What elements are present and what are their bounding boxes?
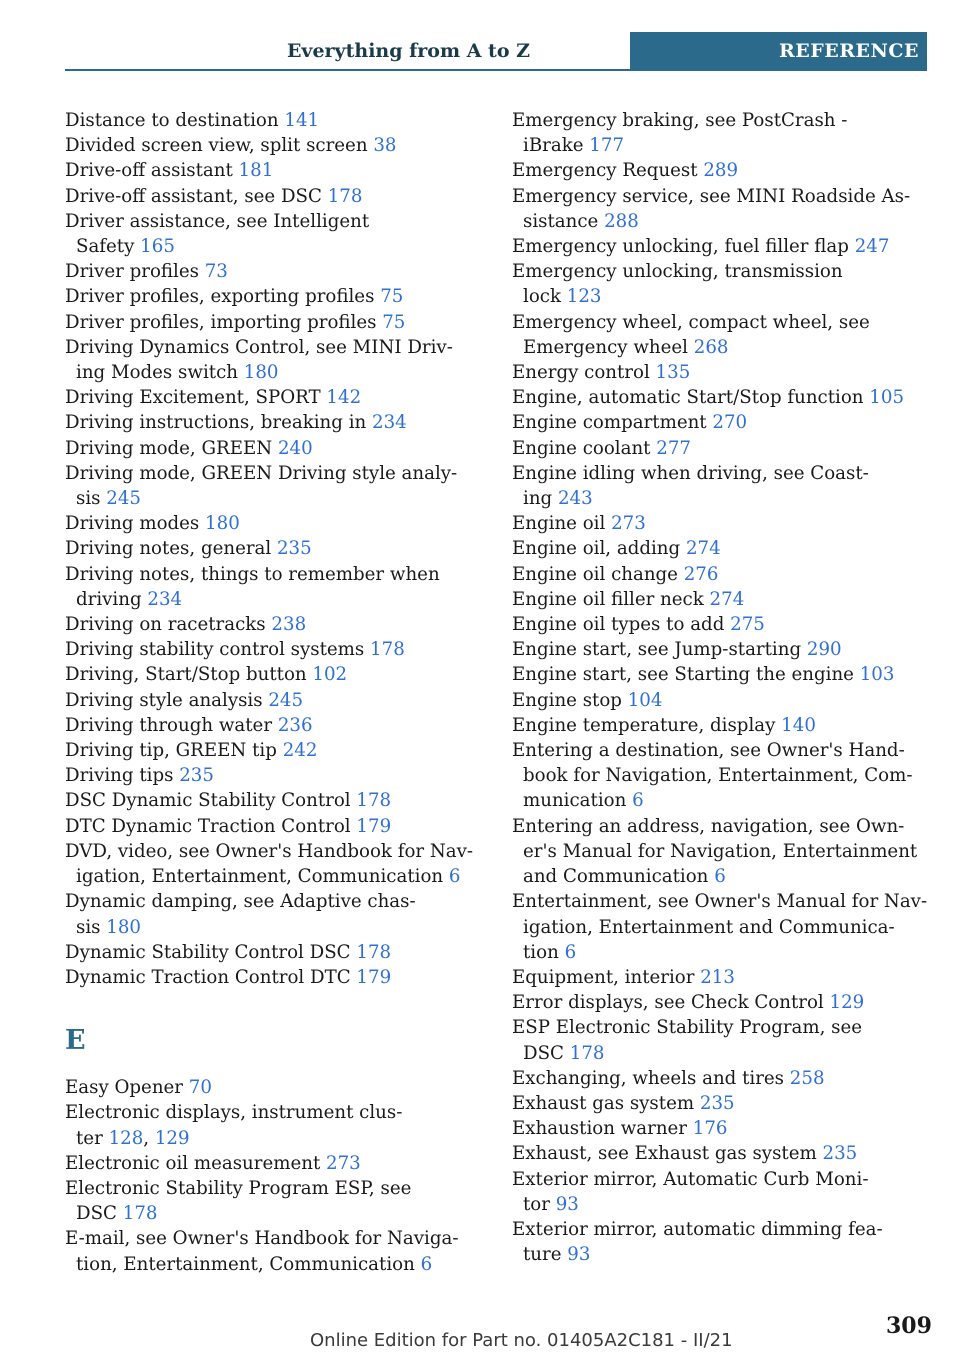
page-ref-link[interactable]: 274 bbox=[709, 588, 745, 610]
reference-tab: REFERENCE bbox=[630, 32, 927, 70]
index-entry bbox=[512, 234, 930, 259]
page-ref-link[interactable]: 179 bbox=[356, 966, 392, 988]
index-entry-term: Driving notes, general bbox=[65, 538, 277, 560]
page-ref-link[interactable]: 177 bbox=[589, 135, 625, 157]
page-ref-link[interactable]: 234 bbox=[147, 588, 183, 610]
index-entry-term: Driving mode, GREEN bbox=[65, 437, 278, 459]
page-ref-link[interactable]: 6 bbox=[714, 866, 726, 888]
index-entry-term: Emergency wheel bbox=[523, 336, 694, 358]
index-entry bbox=[65, 536, 480, 561]
page-ref-link[interactable]: 245 bbox=[268, 689, 304, 711]
page-ref-link[interactable]: 75 bbox=[380, 286, 404, 308]
index-entry bbox=[512, 688, 930, 713]
page-ref-link[interactable]: 270 bbox=[712, 412, 748, 434]
index-entry bbox=[512, 965, 930, 990]
index-entry-term: Drive-off assistant bbox=[65, 160, 239, 182]
index-entry-term: lock bbox=[523, 286, 567, 308]
index-entry bbox=[65, 259, 480, 284]
index-entry-term: Dynamic Traction Control DTC bbox=[65, 966, 357, 988]
index-entry bbox=[512, 814, 930, 890]
page-ref-link[interactable]: 128 bbox=[108, 1127, 144, 1149]
index-entry-term: Engine coolant bbox=[512, 437, 657, 459]
index-entry-term: iBrake bbox=[523, 135, 590, 157]
index-entry-term: Divided screen view, split screen bbox=[65, 135, 374, 157]
page-ref-link[interactable]: 180 bbox=[243, 362, 279, 384]
index-entry-term: sistance bbox=[523, 210, 605, 232]
index-entry-term: Energy control bbox=[512, 362, 656, 384]
index-entry bbox=[65, 688, 480, 713]
index-entry bbox=[65, 158, 480, 183]
index-entry bbox=[512, 184, 930, 234]
index-entry-term: DSC bbox=[523, 1042, 570, 1064]
section-title: Everything from A to Z bbox=[286, 40, 530, 62]
index-entry-term: Engine oil, adding bbox=[512, 538, 686, 560]
page-ref-link[interactable]: 104 bbox=[627, 689, 663, 711]
index-entry bbox=[65, 133, 480, 158]
index-entry-term: igation, Entertainment and Communica- bbox=[523, 916, 895, 938]
index-entry-term: Driving stability control systems bbox=[65, 639, 371, 661]
index-entry-term: sis bbox=[76, 488, 107, 510]
index-entry-term: Driver assistance, see Intelligent bbox=[65, 210, 370, 232]
index-entry-term: Safety bbox=[76, 236, 141, 258]
index-entry-term: Driver profiles bbox=[65, 261, 205, 283]
page-ref-link[interactable]: 123 bbox=[566, 286, 602, 308]
index-entry bbox=[65, 1176, 480, 1226]
index-entry bbox=[65, 1075, 480, 1100]
page-ref-link[interactable]: 180 bbox=[205, 513, 240, 535]
page-ref-link[interactable]: 245 bbox=[106, 488, 141, 510]
page-ref-link[interactable]: 181 bbox=[238, 160, 274, 182]
index-entry bbox=[512, 1217, 930, 1267]
index-entry bbox=[65, 310, 480, 335]
page-number: 309 bbox=[886, 1313, 932, 1339]
index-entry-term: Driving instructions, breaking in bbox=[65, 412, 373, 434]
index-entry-term: Emergency Request bbox=[512, 160, 704, 182]
page-ref-link[interactable]: 277 bbox=[656, 437, 691, 459]
index-entry-term: Dynamic damping, see Adaptive chas- bbox=[65, 891, 416, 913]
page-ref-link[interactable]: 268 bbox=[693, 336, 729, 358]
page-ref-link[interactable]: 93 bbox=[567, 1244, 591, 1266]
index-entry bbox=[512, 1167, 930, 1217]
index-entry bbox=[65, 184, 480, 209]
page-ref-link[interactable]: 103 bbox=[859, 664, 895, 686]
page-ref-link[interactable]: 141 bbox=[284, 110, 320, 131]
index-letter-heading: E bbox=[65, 1025, 86, 1057]
page-ref-link[interactable]: 289 bbox=[703, 160, 739, 182]
page-ref-link[interactable]: 235 bbox=[699, 1092, 735, 1114]
index-entry bbox=[65, 637, 480, 662]
index-entry bbox=[65, 839, 480, 889]
index-entry-term: Electronic Stability Program ESP, see bbox=[65, 1177, 412, 1199]
index-entry-term: er's Manual for Navigation, Entertainment bbox=[523, 840, 918, 862]
index-entry-term: Emergency unlocking, transmission bbox=[512, 261, 843, 283]
index-entry bbox=[512, 511, 930, 536]
index-entry-term: Drive-off assistant, see DSC bbox=[65, 185, 328, 207]
page-ref-link[interactable]: 178 bbox=[569, 1042, 605, 1064]
index-entry-term: Exterior mirror, Automatic Curb Moni- bbox=[512, 1168, 869, 1190]
index-entry bbox=[65, 209, 480, 259]
page-ref-link[interactable]: 258 bbox=[789, 1067, 825, 1089]
index-entry bbox=[512, 1091, 930, 1116]
index-entry-term: Driving on racetracks bbox=[65, 614, 272, 636]
page-ref-link[interactable]: 178 bbox=[356, 790, 392, 812]
index-entry-term: Emergency wheel, compact wheel, see bbox=[512, 311, 870, 333]
page-ref-link[interactable]: 129 bbox=[829, 992, 865, 1014]
page-ref-link[interactable]: 135 bbox=[655, 362, 691, 384]
index-entry bbox=[65, 763, 480, 788]
index-entry-term: Engine idling when driving, see Coast- bbox=[512, 462, 869, 484]
page-ref-link[interactable]: 276 bbox=[683, 563, 719, 585]
index-entry-term: DTC Dynamic Traction Control bbox=[65, 815, 357, 837]
index-entry bbox=[65, 1151, 480, 1176]
index-entry-term: and Communication bbox=[523, 866, 715, 888]
page-ref-link[interactable]: 6 bbox=[420, 1253, 433, 1275]
index-entry-term: igation, Entertainment, Communication bbox=[76, 866, 449, 888]
page-ref-link[interactable]: 273 bbox=[326, 1152, 361, 1174]
page-ref-link[interactable]: 178 bbox=[370, 639, 405, 661]
index-entry-term: Engine, automatic Start/Stop function bbox=[512, 387, 870, 409]
index-entry bbox=[65, 108, 480, 133]
page-ref-link[interactable]: 70 bbox=[188, 1077, 212, 1099]
index-entry-term: Driving mode, GREEN Driving style analy- bbox=[65, 462, 458, 484]
index-entry bbox=[512, 436, 930, 461]
index-entry bbox=[65, 965, 480, 990]
index-entry-term: driving bbox=[76, 588, 148, 610]
index-entry-term: ture bbox=[523, 1244, 568, 1266]
index-entry-term: Engine oil filler neck bbox=[512, 588, 710, 610]
index-entry-term: tion bbox=[523, 941, 565, 963]
index-entry bbox=[65, 410, 480, 435]
index-entry-term: Driving tips bbox=[65, 765, 180, 787]
page-ref-link[interactable]: 213 bbox=[700, 966, 735, 988]
index-entry-term: ter bbox=[76, 1127, 109, 1149]
page-ref-link[interactable]: 105 bbox=[869, 387, 905, 409]
index-entry-term: Electronic displays, instrument clus- bbox=[65, 1102, 403, 1124]
index-entry-term: ing Modes switch bbox=[76, 362, 244, 384]
index-entry bbox=[512, 536, 930, 561]
index-entry-term: Engine compartment bbox=[512, 412, 713, 434]
page-ref-link[interactable]: 142 bbox=[326, 387, 362, 409]
index-entry-term: Entering an address, navigation, see Own- bbox=[512, 815, 905, 837]
index-entry-term: munication bbox=[523, 790, 633, 812]
index-entry bbox=[65, 562, 480, 612]
page-ref-link[interactable]: 6 bbox=[632, 790, 644, 812]
index-entry bbox=[512, 410, 930, 435]
index-entry-term: Emergency service, see MINI Roadside As- bbox=[512, 185, 911, 207]
index-entry-term: Engine oil change bbox=[512, 563, 684, 585]
index-entry-term: Exterior mirror, automatic dimming fea- bbox=[512, 1218, 883, 1240]
index-entry bbox=[512, 662, 930, 687]
index-entry-term: Distance to destination bbox=[65, 110, 285, 131]
index-entry-term: Exchanging, wheels and tires bbox=[512, 1067, 790, 1089]
page-ref-link[interactable]: 235 bbox=[822, 1143, 858, 1165]
index-entry-term: Error displays, see Check Control bbox=[512, 992, 830, 1014]
page-ref-link[interactable]: 242 bbox=[282, 740, 318, 762]
page-ref-link[interactable]: 102 bbox=[312, 664, 348, 686]
index-entry-term: tor bbox=[523, 1193, 556, 1215]
index-entry bbox=[512, 713, 930, 738]
index-entry-term: Exhaustion warner bbox=[512, 1118, 693, 1140]
index-entry-term: Dynamic Stability Control DSC bbox=[65, 941, 357, 963]
index-entry-term: book for Navigation, Entertainment, Com- bbox=[523, 765, 913, 787]
index-entry bbox=[512, 1141, 930, 1166]
page-ref-link[interactable]: 75 bbox=[382, 311, 406, 333]
index-entry-term: DVD, video, see Owner's Handbook for Nav- bbox=[65, 840, 474, 862]
index-entry bbox=[65, 814, 480, 839]
index-entry bbox=[65, 385, 480, 410]
page-ref-link[interactable]: 275 bbox=[730, 614, 765, 636]
index-entry bbox=[512, 1015, 930, 1065]
index-entry bbox=[512, 637, 930, 662]
page-ref-link[interactable]: 290 bbox=[806, 639, 842, 661]
index-entry bbox=[65, 436, 480, 461]
index-entry-term: Driving Dynamics Control, see MINI Driv- bbox=[65, 336, 453, 358]
index-entry bbox=[512, 360, 930, 385]
page-ref-link[interactable]: 273 bbox=[611, 513, 646, 535]
index-entry-term: Driving through water bbox=[65, 714, 278, 736]
page-ref-link[interactable]: 274 bbox=[685, 538, 721, 560]
index-entry-term: Driving Excitement, SPORT bbox=[65, 387, 327, 409]
index-entry-term: tion, Entertainment, Communication bbox=[76, 1253, 421, 1275]
index-entry-term: Engine oil types to add bbox=[512, 614, 731, 636]
index-entry bbox=[512, 990, 930, 1015]
index-entry bbox=[512, 385, 930, 410]
index-entry-term: sis bbox=[76, 916, 107, 938]
index-entry bbox=[512, 562, 930, 587]
index-entry-term: Electronic oil measurement bbox=[65, 1152, 327, 1174]
index-entry bbox=[65, 738, 480, 763]
index-entry-term: Driving modes bbox=[65, 513, 206, 535]
index-entry bbox=[65, 461, 480, 511]
page-ref-link[interactable]: 176 bbox=[692, 1118, 728, 1140]
index-column-left bbox=[65, 108, 480, 1277]
index-entry-term: Easy Opener bbox=[65, 1077, 189, 1099]
index-entry-term: E-mail, see Owner's Handbook for Naviga- bbox=[65, 1228, 459, 1250]
page-ref-link[interactable]: 93 bbox=[555, 1193, 579, 1215]
index-entry-term: DSC Dynamic Stability Control bbox=[65, 790, 357, 812]
index-entry bbox=[512, 889, 930, 965]
index-entry bbox=[512, 259, 930, 309]
page-ref-link[interactable]: 178 bbox=[122, 1203, 158, 1225]
index-entry-term: ing bbox=[523, 488, 558, 510]
index-entry-term: Driver profiles, importing profiles bbox=[65, 311, 383, 333]
page-ref-link[interactable]: 247 bbox=[854, 236, 890, 258]
page-ref-link[interactable]: 235 bbox=[179, 765, 214, 787]
index-entry-term: Engine temperature, display bbox=[512, 714, 782, 736]
page-ref-link[interactable]: 178 bbox=[356, 941, 392, 963]
index-entry bbox=[65, 788, 480, 813]
index-entry-term: Driving style analysis bbox=[65, 689, 269, 711]
index-entry-term: Entering a destination, see Owner's Hand- bbox=[512, 740, 905, 762]
index-entry bbox=[512, 1116, 930, 1141]
page-ref-link[interactable]: 179 bbox=[356, 815, 392, 837]
index-entry-term: Driving tip, GREEN tip bbox=[65, 740, 283, 762]
index-entry: Electronic displays, instrument clus- ter 128, 129 bbox=[65, 1102, 403, 1149]
page-ref-link[interactable]: 235 bbox=[276, 538, 312, 560]
page-ref-link[interactable]: 129 bbox=[154, 1127, 190, 1149]
index-entry-term: Driver profiles, exporting profiles bbox=[65, 286, 381, 308]
page-ref-link[interactable]: 6 bbox=[448, 866, 461, 888]
index-entry bbox=[65, 335, 480, 385]
index-entry-term: ESP Electronic Stability Program, see bbox=[512, 1017, 863, 1039]
index-entry-term: Engine stop bbox=[512, 689, 628, 711]
index-entry bbox=[512, 310, 930, 360]
index-entry bbox=[65, 713, 480, 738]
page-ref-link[interactable]: 6 bbox=[564, 941, 577, 963]
page-ref-link[interactable]: 73 bbox=[204, 261, 228, 283]
index-entry bbox=[65, 284, 480, 309]
index-entry-term: Driving, Start/Stop button bbox=[65, 664, 313, 686]
page-ref-link[interactable]: 178 bbox=[327, 185, 363, 207]
index-entry bbox=[512, 587, 930, 612]
index-entry bbox=[65, 940, 480, 965]
page-ref-link[interactable]: 236 bbox=[277, 714, 313, 736]
page-ref-link[interactable]: 234 bbox=[372, 412, 407, 434]
index-entry bbox=[65, 1226, 480, 1276]
page-ref-link[interactable]: 240 bbox=[277, 437, 313, 459]
index-entry-term: Exhaust, see Exhaust gas system bbox=[512, 1143, 823, 1165]
index-entry-term: DSC bbox=[76, 1203, 123, 1225]
index-entry-term: Emergency braking, see PostCrash - bbox=[512, 110, 848, 131]
page-ref-link[interactable]: 165 bbox=[140, 236, 175, 258]
page-ref-link[interactable]: 243 bbox=[557, 488, 593, 510]
page-ref-link[interactable]: 180 bbox=[106, 916, 141, 938]
header-rule bbox=[65, 69, 927, 71]
index-entry bbox=[65, 889, 480, 939]
index-entry bbox=[512, 1066, 930, 1091]
page-ref-link[interactable]: 140 bbox=[781, 714, 816, 736]
index-entry-term: Engine start, see Jump-starting bbox=[512, 639, 807, 661]
page-ref-link[interactable]: 238 bbox=[271, 614, 307, 636]
index-entry bbox=[65, 511, 480, 536]
index-entry bbox=[512, 158, 930, 183]
index-entry-term: Emergency unlocking, fuel filler flap bbox=[512, 236, 855, 258]
index-entry-term: Exhaust gas system bbox=[512, 1092, 700, 1114]
index-entry bbox=[512, 461, 930, 511]
page-ref-link[interactable]: 288 bbox=[604, 210, 639, 232]
index-entry-term: Equipment, interior bbox=[512, 966, 701, 988]
index-entry bbox=[65, 662, 480, 687]
index-entry-term: Engine start, see Starting the engine bbox=[512, 664, 860, 686]
index-entry-term: Engine oil bbox=[512, 513, 612, 535]
index-entry bbox=[512, 108, 930, 158]
index-entry-term: Entertainment, see Owner's Manual for Nav- bbox=[512, 891, 928, 913]
index-entry bbox=[512, 612, 930, 637]
index-entry-term: Driving notes, things to remember when bbox=[65, 563, 440, 585]
index-entry bbox=[512, 738, 930, 814]
index-column-right bbox=[512, 108, 930, 1267]
index-entry bbox=[65, 612, 480, 637]
page-ref-link[interactable]: 38 bbox=[373, 135, 397, 157]
footer-edition: Online Edition for Part no. 01405A2C181 - II/21 bbox=[310, 1330, 733, 1351]
